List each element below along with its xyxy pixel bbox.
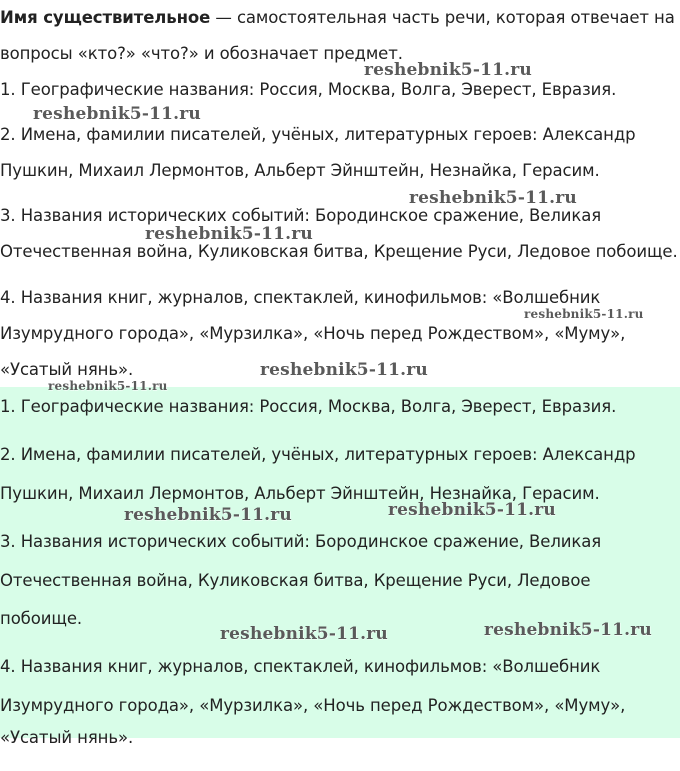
list2-item-2-cont: Пушкин, Михаил Лермонтов, Альберт Эйнштейн, Незнайка, Герасим. xyxy=(0,484,600,503)
list2-item-3-end: побоище. xyxy=(0,609,83,628)
watermark: reshebnik5-11.ru xyxy=(33,104,201,124)
watermark: reshebnik5-11.ru xyxy=(260,360,428,380)
definition-line-1 xyxy=(0,7,675,29)
list2-item-4-end: «Усатый нянь». xyxy=(0,728,134,747)
watermark: reshebnik5-11.ru xyxy=(124,505,292,525)
list1-item-3: 3. Названия исторических событий: Бородинское сражение, Великая xyxy=(0,206,602,225)
watermark: reshebnik5-11.ru xyxy=(484,620,652,640)
watermark: reshebnik5-11.ru xyxy=(48,379,168,393)
list2-item-4-end-clipped xyxy=(0,728,134,747)
watermark: reshebnik5-11.ru xyxy=(220,624,388,644)
highlight-block xyxy=(0,387,680,738)
list1-item-2-cont: Пушкин, Михаил Лермонтов, Альберт Эйнштейн, Незнайка, Герасим. xyxy=(0,161,600,180)
list1-item-4-cont: Изумрудного города», «Мурзилка», «Ночь перед Рождеством», «Муму», xyxy=(0,324,626,343)
definition-line-2: вопросы «кто?» «что?» и обозначает предмет. xyxy=(0,44,403,63)
list2-item-2: 2. Имена, фамилии писателей, учёных, литературных героев: Александр xyxy=(0,445,636,464)
list1-item-4: 4. Названия книг, журналов, спектаклей, кинофильмов: «Волшебник xyxy=(0,288,601,307)
list1-item-4-end: «Усатый нянь». xyxy=(0,360,134,379)
list2-item-1: 1. Географические названия: Россия, Москва, Волга, Эверест, Евразия. xyxy=(0,397,617,416)
watermark: reshebnik5-11.ru xyxy=(145,224,313,244)
list2-item-4-cont: Изумрудного города», «Мурзилка», «Ночь перед Рождеством», «Муму», xyxy=(0,696,626,715)
list2-item-4: 4. Названия книг, журналов, спектаклей, кинофильмов: «Волшебник xyxy=(0,657,601,676)
list1-item-3-cont: Отечественная война, Куликовская битва, Крещение Руси, Ледовое побоище. xyxy=(0,242,678,261)
list1-item-1: 1. Географические названия: Россия, Москва, Волга, Эверест, Евразия. xyxy=(0,80,617,99)
definition-term: Имя существительное xyxy=(0,8,211,27)
watermark: reshebnik5-11.ru xyxy=(524,307,644,321)
list2-item-3: 3. Названия исторических событий: Бородинское сражение, Великая xyxy=(0,532,602,551)
watermark: reshebnik5-11.ru xyxy=(409,188,577,208)
definition-text: — самостоятельная часть речи, которая отвечает на xyxy=(210,8,675,27)
list1-item-2: 2. Имена, фамилии писателей, учёных, литературных героев: Александр xyxy=(0,125,636,144)
list2-item-3-cont: Отечественная война, Куликовская битва, Крещение Руси, Ледовое xyxy=(0,571,591,590)
watermark: reshebnik5-11.ru xyxy=(364,60,532,80)
watermark: reshebnik5-11.ru xyxy=(388,500,556,520)
